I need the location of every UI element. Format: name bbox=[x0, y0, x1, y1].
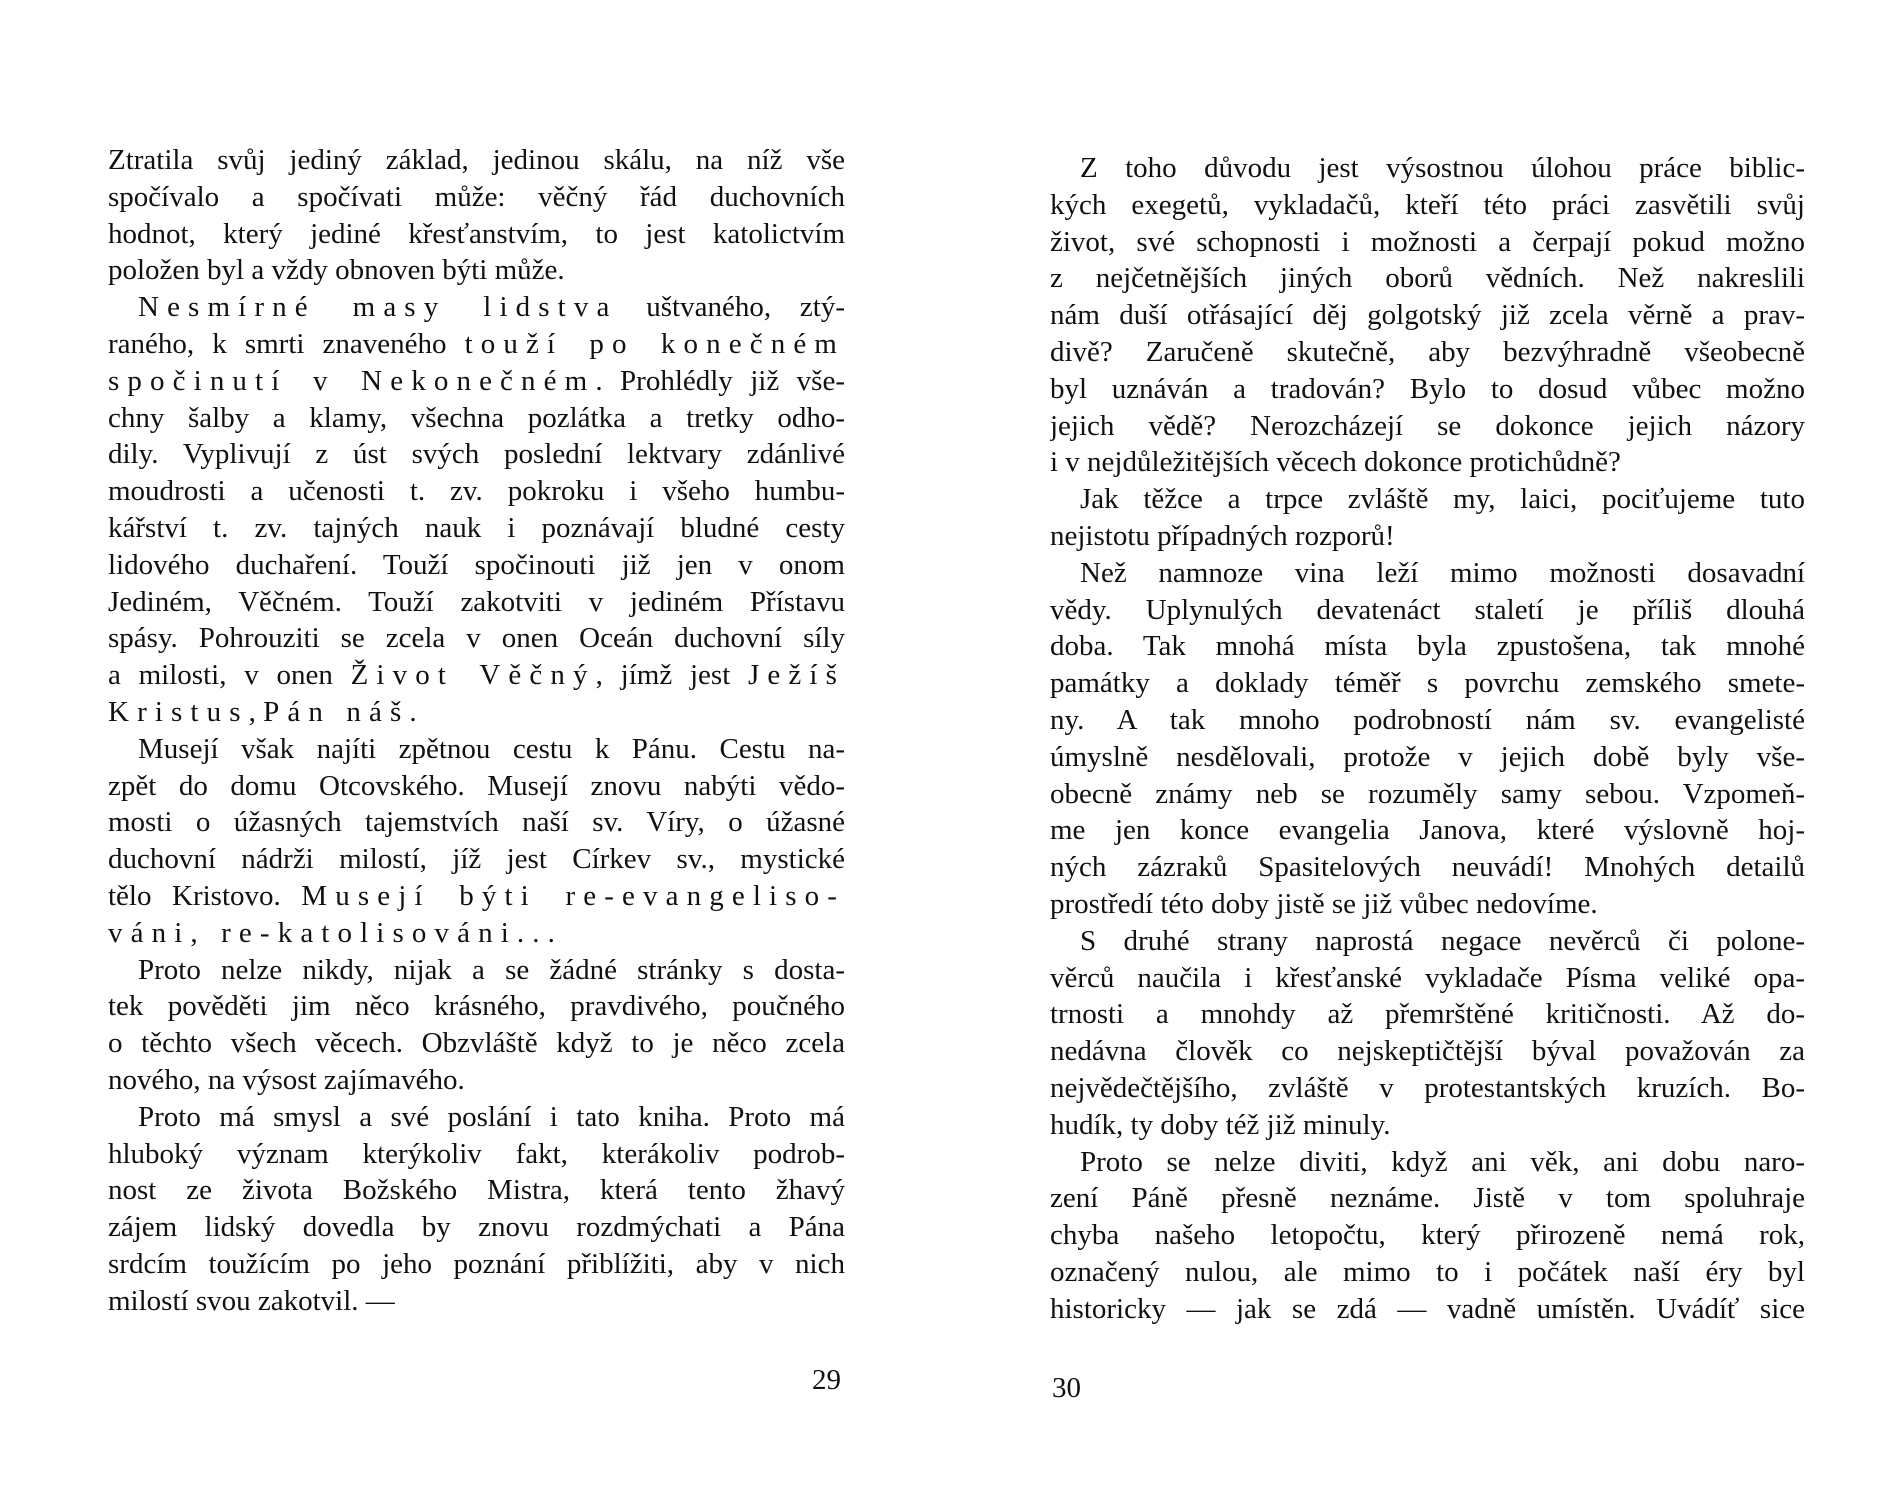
text-segment: označený nulou, ale mimo to i počátek naší éry byl bbox=[1050, 1255, 1805, 1288]
text-segment: uštvaného, ztý- bbox=[617, 291, 845, 324]
text-line bbox=[108, 216, 845, 253]
left-page-text bbox=[108, 142, 845, 1320]
text-segment: lidového duchaření. Touží spočinouti již jen v onom bbox=[108, 548, 845, 581]
text-segment: úmyslně nesdělovali, protože v jejich době byly vše- bbox=[1050, 740, 1805, 773]
text-line bbox=[108, 878, 845, 915]
text-segment: Než namnoze vina leží mimo možnosti dosavadní bbox=[1080, 556, 1805, 589]
text-segment: historicky — jak se zdá — vadně umístěn. Uvádíť sice bbox=[1050, 1292, 1805, 1325]
text-segment: život, své schopnosti i možnosti a čerpají pokud možno bbox=[1050, 225, 1805, 258]
text-segment: spásy. Pohrouziti se zcela v onen Oceán duchovní síly bbox=[108, 622, 845, 655]
text-line bbox=[108, 1136, 845, 1173]
text-line bbox=[108, 988, 845, 1025]
text-segment: nedávna člověk co nejskeptičtější býval považován za bbox=[1050, 1035, 1805, 1068]
spaced-emphasis-text: spočinutí v Nekonečném bbox=[108, 364, 596, 397]
text-segment: věrců naučila i křesťanské vykladače Písma veliké opa- bbox=[1050, 961, 1805, 994]
text-segment: hudík, ty doby též již minuly. bbox=[1050, 1108, 1391, 1141]
text-segment: vědy. Uplynulých devatenáct staletí je příliš dlouhá bbox=[1050, 593, 1805, 626]
text-segment: Musejí však najíti zpětnou cestu k Pánu. Cestu na- bbox=[138, 732, 845, 765]
spaced-emphasis-text: Kristus bbox=[108, 695, 249, 728]
text-segment: spočívalo a spočívati může: věčný řád duchovních bbox=[108, 180, 845, 213]
text-line bbox=[1050, 1033, 1805, 1070]
text-segment: nost ze života Božského Mistra, která tento žhavý bbox=[108, 1174, 845, 1207]
text-segment: i v nejdůležitějších věcech dokonce protichůdně? bbox=[1050, 446, 1621, 479]
spaced-emphasis-text: Musejí býti re-evangeliso- bbox=[301, 879, 845, 912]
text-segment: . bbox=[409, 695, 417, 728]
text-segment: raného, k smrti znaveného bbox=[108, 327, 465, 360]
text-line bbox=[1050, 481, 1805, 518]
text-line bbox=[1050, 665, 1805, 702]
text-line bbox=[1050, 1144, 1805, 1181]
text-segment: trnosti a mnohdy až přemrštěné kritičnosti. Až do- bbox=[1050, 998, 1805, 1031]
text-segment: Jak těžce a trpce zvláště my, laici, pociťujeme tuto bbox=[1080, 483, 1805, 516]
text-line bbox=[1050, 187, 1805, 224]
text-line bbox=[1050, 628, 1805, 665]
text-line bbox=[108, 1283, 845, 1320]
text-segment: nového, na výsost zajímavého. bbox=[108, 1063, 465, 1096]
text-segment: zení Páně přesně neznáme. Jistě v tom spoluhraje bbox=[1050, 1182, 1805, 1215]
text-line bbox=[1050, 1217, 1805, 1254]
right-page bbox=[947, 0, 1894, 1500]
text-segment: chyba našeho letopočtu, který přirozeně nemá rok, bbox=[1050, 1219, 1805, 1252]
text-line bbox=[108, 620, 845, 657]
text-segment: mosti o úžasných tajemstvích naší sv. Víry, o úžasné bbox=[108, 806, 845, 839]
text-segment: nejvědečtějšího, zvláště v protestantských kruzích. Bo- bbox=[1050, 1071, 1805, 1104]
text-line bbox=[108, 142, 845, 179]
text-segment: zpět do domu Otcovského. Musejí znovu nabýti vědo- bbox=[108, 769, 845, 802]
text-segment: tek pověděti jim něco krásného, pravdivého, poučného bbox=[108, 990, 845, 1023]
text-segment: . Prohlédly již vše- bbox=[595, 364, 845, 397]
text-segment: S druhé strany naprostá negace nevěrců či polone- bbox=[1080, 924, 1805, 957]
text-line bbox=[108, 768, 845, 805]
right-page-text bbox=[1050, 150, 1805, 1328]
text-segment: tělo Kristovo. bbox=[108, 879, 302, 912]
text-segment: kých exegetů, vykladačů, kteří této práci zasvětili svůj bbox=[1050, 188, 1805, 221]
text-line bbox=[108, 289, 845, 326]
spaced-emphasis-text: Pán náš bbox=[263, 695, 410, 728]
text-segment: dily. Vyplivují z úst svých poslední lektvary zdánlivé bbox=[108, 438, 845, 471]
text-segment: ny. A tak mnoho podrobností nám sv. evangelisté bbox=[1050, 703, 1805, 736]
spaced-emphasis-text: Život Věčný bbox=[350, 659, 596, 692]
text-line bbox=[108, 952, 845, 989]
text-segment: ných zázraků Spasitelových neuvádí! Mnohých detailů bbox=[1050, 851, 1805, 884]
text-line bbox=[108, 584, 845, 621]
text-segment: milostí svou zakotvil. — bbox=[108, 1284, 395, 1317]
page-number-left: 29 bbox=[812, 1364, 841, 1396]
text-line bbox=[1050, 776, 1805, 813]
text-line bbox=[1050, 224, 1805, 261]
text-line bbox=[1050, 1180, 1805, 1217]
text-segment: o těchto všech věcech. Obzvláště když to je něco zcela bbox=[108, 1027, 845, 1060]
text-line bbox=[108, 363, 845, 400]
text-line bbox=[108, 1246, 845, 1283]
text-line bbox=[108, 326, 845, 363]
text-segment: Ztratila svůj jediný základ, jedinou skálu, na níž vše bbox=[108, 144, 845, 176]
text-line bbox=[1050, 260, 1805, 297]
text-line bbox=[1050, 297, 1805, 334]
text-line bbox=[108, 436, 845, 473]
text-segment: me jen konce evangelia Janova, které výslovně hoj- bbox=[1050, 814, 1805, 847]
text-line bbox=[1050, 702, 1805, 739]
text-line bbox=[1050, 996, 1805, 1033]
text-segment: obecně známy neb se rozuměly samy sebou. Vzpomeň- bbox=[1050, 777, 1805, 810]
text-segment: památky a doklady téměř s povrchu zemského smete- bbox=[1050, 667, 1805, 700]
text-line bbox=[1050, 371, 1805, 408]
text-line bbox=[1050, 1107, 1805, 1144]
text-line bbox=[1050, 518, 1805, 555]
text-line bbox=[108, 1099, 845, 1136]
text-segment: nám duší otřásající děj golgotský již zcela věrně a prav- bbox=[1050, 299, 1805, 332]
text-segment: divě? Zaručeně skutečně, aby bezvýhradně všeobecně bbox=[1050, 335, 1805, 368]
text-segment: Proto má smysl a své poslání i tato kniha. Proto má bbox=[138, 1100, 845, 1133]
text-line bbox=[108, 400, 845, 437]
text-segment: zájem lidský dovedla by znovu rozdmýchati a Pána bbox=[108, 1211, 845, 1244]
text-line bbox=[1050, 408, 1805, 445]
text-segment: položen byl a vždy obnoven býti může. bbox=[108, 254, 565, 287]
text-line bbox=[108, 915, 845, 952]
text-segment: , bbox=[248, 695, 264, 728]
text-line bbox=[1050, 150, 1805, 187]
text-line bbox=[1050, 592, 1805, 629]
text-line bbox=[1050, 555, 1805, 592]
text-line bbox=[1050, 739, 1805, 776]
text-line bbox=[1050, 1291, 1805, 1328]
text-line bbox=[1050, 812, 1805, 849]
text-segment: srdcím toužícím po jeho poznání přiblížiti, aby v nich bbox=[108, 1247, 845, 1280]
text-line bbox=[1050, 923, 1805, 960]
text-line bbox=[1050, 849, 1805, 886]
text-line bbox=[108, 1172, 845, 1209]
text-line bbox=[108, 694, 845, 731]
text-line bbox=[108, 473, 845, 510]
page-number-right: 30 bbox=[1052, 1372, 1081, 1404]
text-segment: byl uznáván a tradován? Bylo to dosud vůbec možno bbox=[1050, 372, 1805, 405]
text-segment: Z toho důvodu jest výsostnou úlohou práce biblic- bbox=[1080, 152, 1805, 184]
text-segment: Proto se nelze diviti, když ani věk, ani dobu naro- bbox=[1080, 1145, 1805, 1178]
text-segment: prostředí této doby jistě se již vůbec nedovíme. bbox=[1050, 887, 1598, 920]
text-line bbox=[1050, 1254, 1805, 1291]
text-line bbox=[108, 1062, 845, 1099]
text-line bbox=[1050, 334, 1805, 371]
text-line bbox=[108, 731, 845, 768]
text-segment: hodnot, který jediné křesťanstvím, to jest katolictvím bbox=[108, 217, 845, 250]
text-segment: moudrosti a učenosti t. zv. pokroku i všeho humbu- bbox=[108, 475, 845, 508]
text-segment: duchovní nádrži milostí, jíž jest Církev sv., mystické bbox=[108, 843, 845, 876]
text-line bbox=[1050, 960, 1805, 997]
spaced-emphasis-text: touží po konečném bbox=[464, 327, 845, 360]
text-segment: chny šalby a klamy, všechna pozlátka a tretky odho- bbox=[108, 401, 845, 434]
text-line bbox=[1050, 886, 1805, 923]
text-line bbox=[108, 252, 845, 289]
text-segment: doba. Tak mnohá místa byla zpustošena, tak mnohé bbox=[1050, 630, 1805, 663]
text-segment: z nejčetnějších jiných oborů vědních. Než nakreslili bbox=[1050, 262, 1805, 295]
text-segment: a milosti, v onen bbox=[108, 659, 351, 692]
text-line bbox=[108, 1209, 845, 1246]
text-line bbox=[108, 657, 845, 694]
text-line bbox=[108, 841, 845, 878]
spaced-emphasis-text: váni, re-katolisováni... bbox=[108, 916, 564, 949]
spaced-emphasis-text: Nesmírné masy lidstva bbox=[138, 291, 618, 324]
text-segment: Proto nelze nikdy, nijak a se žádné stránky s dosta- bbox=[138, 953, 845, 986]
text-segment: hluboký význam kterýkoliv fakt, kterákoliv podrob- bbox=[108, 1137, 845, 1170]
text-segment: , jímž jest bbox=[595, 659, 749, 692]
text-line bbox=[1050, 444, 1805, 481]
text-line bbox=[108, 179, 845, 216]
text-line bbox=[1050, 1070, 1805, 1107]
text-line bbox=[108, 1025, 845, 1062]
text-segment: nejistotu případných rozporů! bbox=[1050, 519, 1395, 552]
text-line bbox=[108, 547, 845, 584]
text-segment: jejich vědě? Nerozcházejí se dokonce jejich názory bbox=[1050, 409, 1805, 442]
text-line bbox=[108, 804, 845, 841]
spaced-emphasis-text: Ježíš bbox=[748, 659, 845, 692]
text-segment: kářství t. zv. tajných nauk i poznávají bludné cesty bbox=[108, 511, 845, 544]
text-line bbox=[108, 510, 845, 547]
text-segment: Jediném, Věčném. Touží zakotviti v jediném Přístavu bbox=[108, 585, 845, 618]
